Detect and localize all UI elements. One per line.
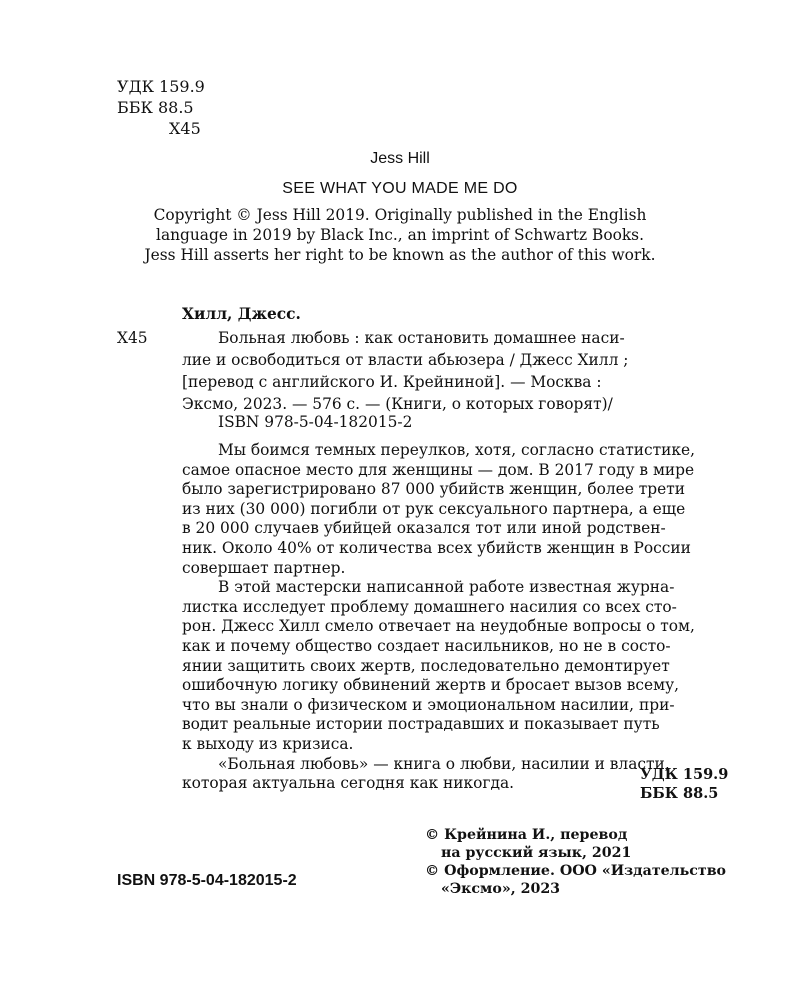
annotation-line: самое опасное место для женщины — дом. В 2017 году в мире <box>182 460 695 479</box>
description-line: [перевод с английского И. Крейниной]. — Москва : <box>182 373 602 391</box>
annotation-line: к выходу из кризиса. <box>182 734 354 753</box>
isbn-bottom: ISBN 978-5-04-182015-2 <box>117 872 297 889</box>
annotation-line: как и почему общество создает насильников, но не в состо- <box>182 636 671 655</box>
annotation-line: рон. Джесс Хилл смело отвечает на неудобные вопросы о том, <box>182 617 695 636</box>
original-author: Jess Hill <box>370 150 430 167</box>
bbk-code: ББК 88.5 <box>640 785 719 802</box>
description-line: лие и освободиться от власти абьюзера / Джесс Хилл ; <box>182 351 629 369</box>
annotation-line: ник. Около 40% от количества всех убийств женщин в России <box>182 538 691 557</box>
translation-credit: © Крейнина И., перевод <box>425 827 628 843</box>
annotation-line: которая актуальна сегодня как никогда. <box>182 774 515 793</box>
design-credit: © Оформление. ООО «Издательство <box>425 863 727 879</box>
design-credit-cont: «Эксмо», 2023 <box>441 881 561 897</box>
classification-codes <box>117 76 205 139</box>
annotation-line: Мы боимся темных переулков, хотя, согласно статистике, <box>218 441 696 459</box>
annotation-line: из них (30 000) погибли от рук сексуального партнера, а еще <box>182 499 686 518</box>
bibliographic-isbn: ISBN 978-5-04-182015-2 <box>218 413 413 431</box>
annotation-line: совершает партнер. <box>182 558 346 577</box>
annotation-line: водит реальные истории пострадавших и показывает путь <box>182 715 660 734</box>
copyright-line: Copyright © Jess Hill 2019. Originally published in the English <box>153 206 647 224</box>
annotation-line: что вы знали о физическом и эмоциональном насилии, при- <box>182 695 675 714</box>
classification-codes-right <box>640 765 728 803</box>
annotation-line: «Больная любовь» — книга о любви, насилии и власти, <box>218 754 670 773</box>
bibliographic-heading: Хилл, Джесс. <box>182 305 301 323</box>
author-mark: Х45 <box>169 119 201 138</box>
udk-code: УДК 159.9 <box>117 77 205 96</box>
translation-credit-cont: на русский язык, 2021 <box>441 845 632 861</box>
copyright-line: language in 2019 by Black Inc., an imprint of Schwartz Books. <box>156 226 644 244</box>
annotation-line: В этой мастерски написанной работе известная журна- <box>218 578 675 597</box>
description-line: Эксмо, 2023. — 576 с. — (Книги, о которых говорят)/ <box>182 395 613 413</box>
annotation <box>182 441 695 794</box>
annotation-line: в 20 000 случаев убийцей оказался тот или иной родствен- <box>182 519 666 538</box>
udk-code: УДК 159.9 <box>640 766 729 783</box>
copyright-notice <box>0 205 800 265</box>
annotation-line: листка исследует проблему домашнего насилия со всех сто- <box>182 597 677 616</box>
copyright-line: Jess Hill asserts her right to be known as the author of this work. <box>144 246 656 264</box>
bibliographic-description <box>182 327 722 415</box>
annotation-line: ошибочную логику обвинений жертв и бросает вызов всему, <box>182 676 680 695</box>
bibliographic-side-code: Х45 <box>117 329 148 347</box>
bbk-code: ББК 88.5 <box>117 98 194 117</box>
annotation-line: было зарегистрировано 87 000 убийств женщин, более трети <box>182 480 685 499</box>
copyright-credits <box>425 826 726 898</box>
description-line: Больная любовь : как остановить домашнее наси- <box>218 329 625 347</box>
annotation-line: янии защитить своих жертв, последовательно демонтирует <box>182 656 670 675</box>
original-title: SEE WHAT YOU MADE ME DO <box>282 180 518 197</box>
